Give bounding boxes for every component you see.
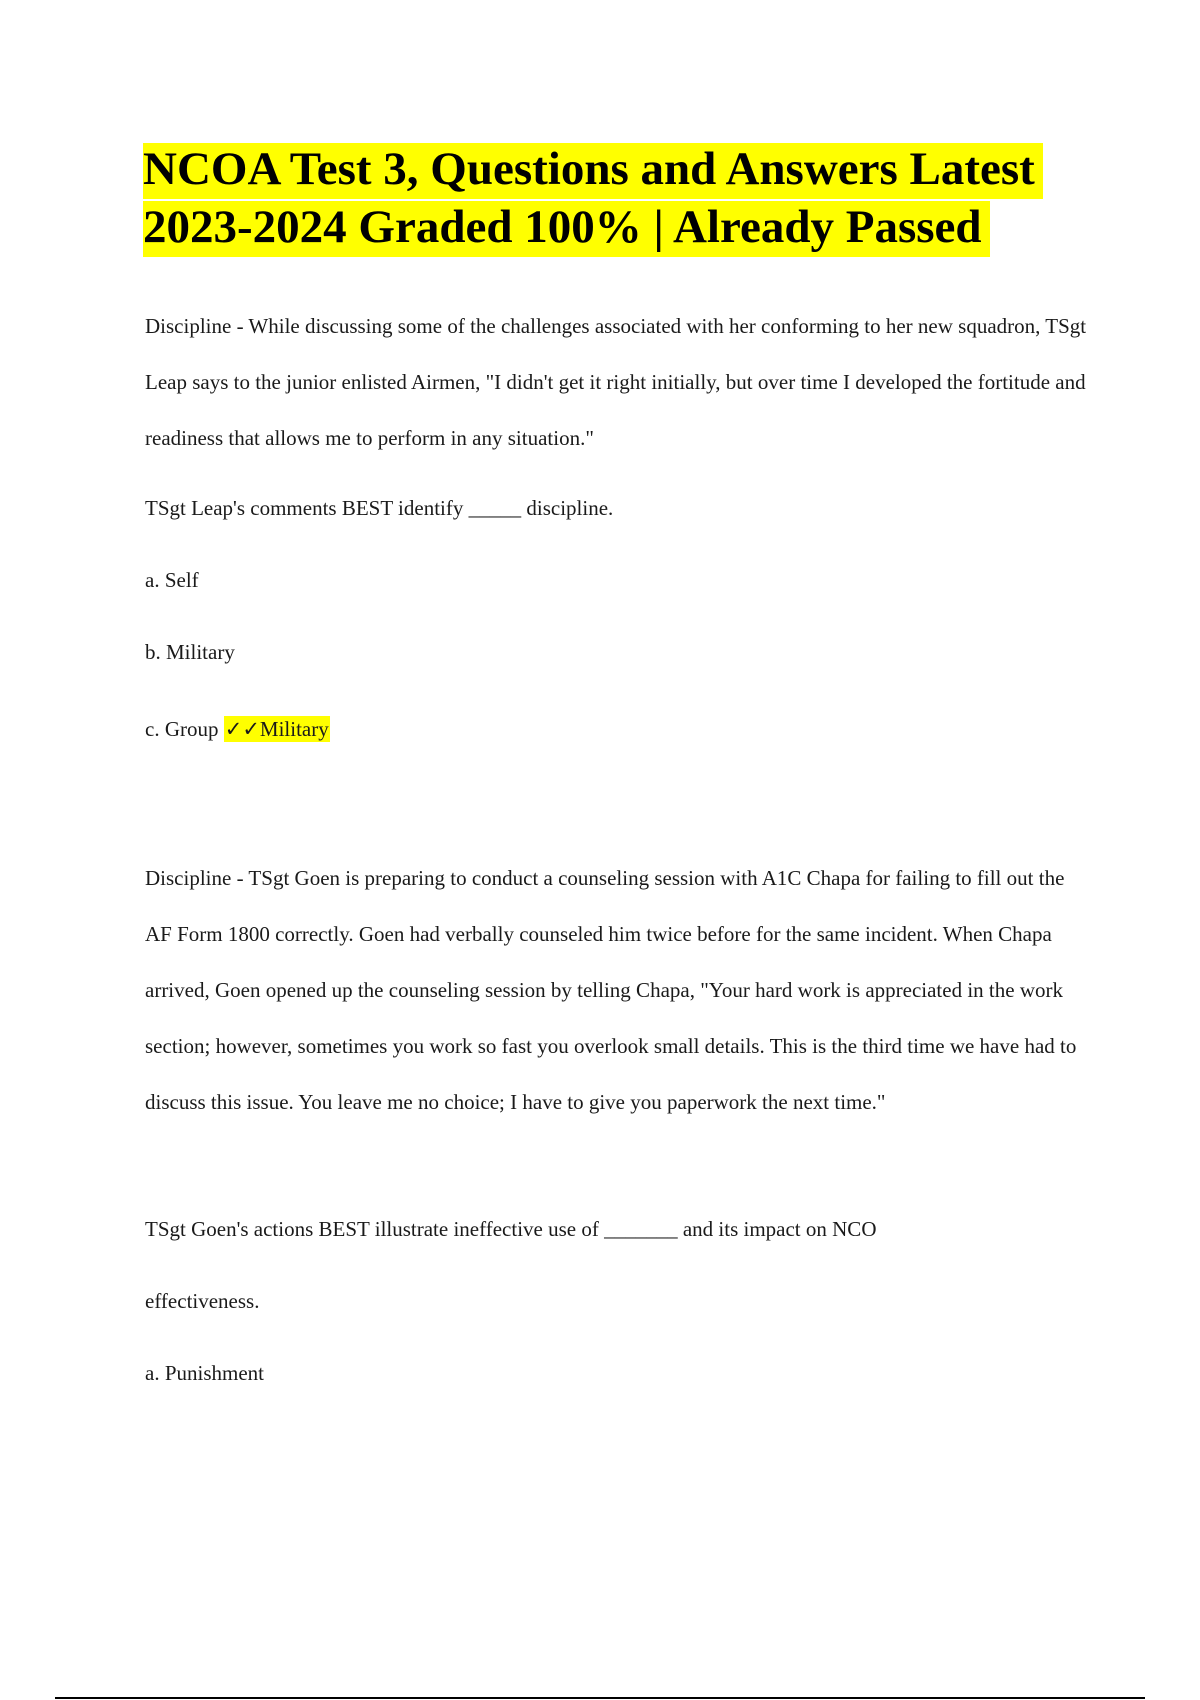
footer-rule xyxy=(55,1697,1145,1699)
question-1-answer: ✓✓Military xyxy=(224,717,329,741)
question-1-option-c xyxy=(145,715,330,743)
question-1-prompt: Discipline - While discussing some of the challenges associated with her conforming to her new squadron, TSgt Leap says to the junior enlisted Airmen, "I didn't get it right initially, but over time I developed the fortitude and readiness that allows me to perform in any situation." xyxy=(145,314,1087,450)
question-2-prompt: Discipline - TSgt Goen is preparing to conduct a counseling session with A1C Chapa for failing to fill out the AF Form 1800 correctly. Goen had verbally counseled him twice before for the same incident. When Chapa arrived, Goen opened up the counseling session by telling Chapa, "Your hard work is appreciated in the work section; however, sometimes you work so fast you overlook small details. This is the third time we have had to discuss this issue. You leave me no choice; I have to give you paperwork the next time." xyxy=(145,866,1077,1114)
question-1-option-a: a. Self xyxy=(145,568,199,592)
document-title xyxy=(143,140,1153,256)
question-2-stem-line-1: TSgt Goen's actions BEST illustrate ineffective use of _______ and its impact on NCO xyxy=(145,1217,877,1241)
document-title-text: NCOA Test 3, Questions and Answers Latest 2023-2024 Graded 100% | Already Passed xyxy=(143,143,1043,257)
question-1-stem: TSgt Leap's comments BEST identify _____ discipline. xyxy=(145,496,614,520)
question-1-option-c-label: c. Group xyxy=(145,717,219,741)
question-2-option-a: a. Punishment xyxy=(145,1361,264,1385)
question-2-stem-line-2: effectiveness. xyxy=(145,1289,260,1313)
question-1-option-b: b. Military xyxy=(145,640,235,664)
